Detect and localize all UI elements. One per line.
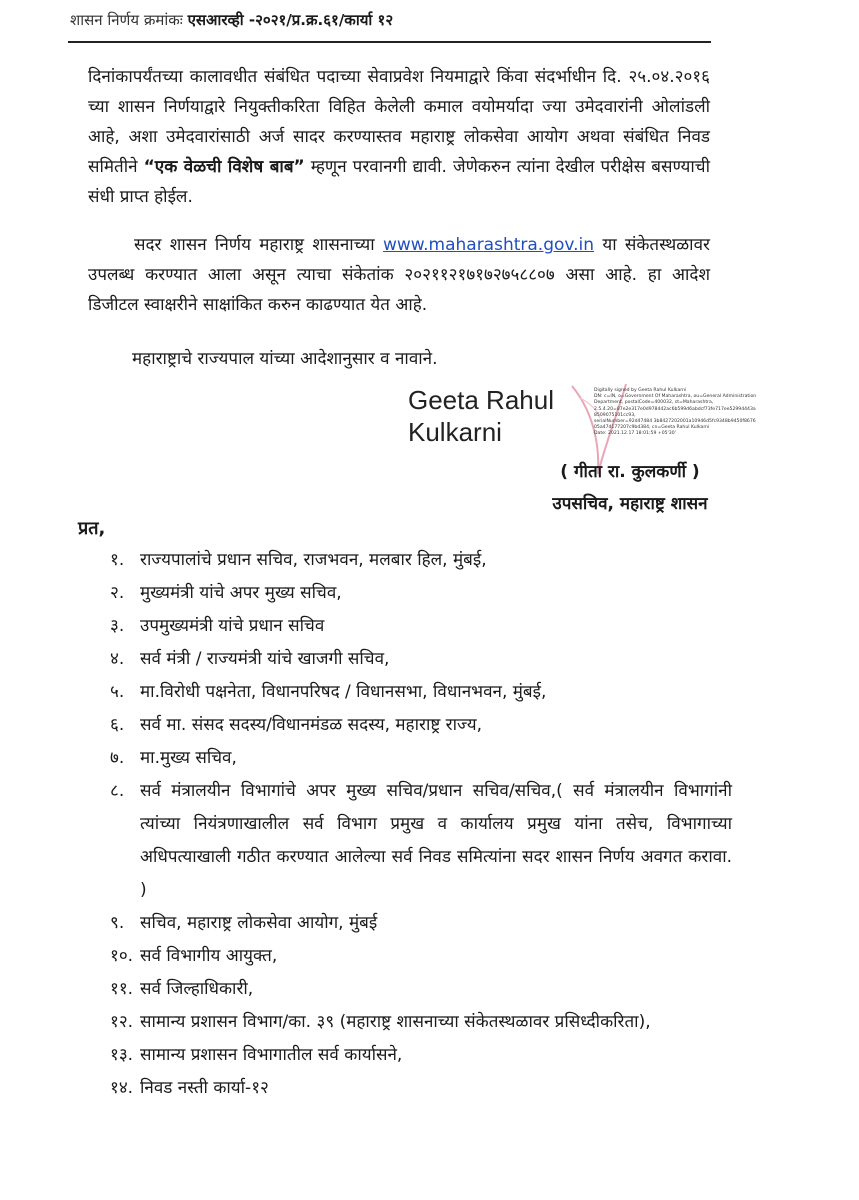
list-item-text: मा.विरोधी पक्षनेता, विधानपरिषद / विधानसभा, विधानभवन, मुंबई, xyxy=(140,682,547,702)
paragraph1-text-before: दिनांकापर्यंतच्या कालावधीत संबंधित पदाच्या सेवाप्रवेश नियमाद्वारे किंवा संदर्भाधीन दि. २५.०४.२०१६ च्या शासन निर्णयाद्वारे नियुक्तीकरिता विहित केलेली कमाल वयोमर्यादा ज्या उमेदवारांनी ओलांडली आहे, अशा उमेदवारांसाठी अर्ज सादर करण्यास्तव महाराष्ट्र लोकसेवा आयोग अथवा संबंधित निवड समितीने xyxy=(88,67,710,177)
list-item-text: मुख्यमंत्री यांचे अपर मुख्य सचिव, xyxy=(140,583,342,603)
website-link[interactable]: www.maharashtra.gov.in xyxy=(382,235,595,255)
list-item xyxy=(110,940,732,973)
list-item xyxy=(110,610,732,643)
list-item-text: सर्व मा. संसद सदस्य/विधानमंडळ सदस्य, महाराष्ट्र राज्य, xyxy=(140,715,483,735)
list-item-text: सर्व विभागीय आयुक्त, xyxy=(140,946,278,966)
paragraph1-emphasis: “एक वेळची विशेष बाब” xyxy=(143,157,305,177)
list-item xyxy=(110,643,732,676)
list-item xyxy=(110,544,732,577)
list-item xyxy=(110,742,732,775)
sig-detail-line: 05a47d177207c9bd384, cn=Geeta Rahul Kulkarni xyxy=(594,425,710,431)
list-item xyxy=(110,676,732,709)
list-item-number: ६. xyxy=(110,715,125,735)
list-item xyxy=(110,1039,732,1072)
list-item xyxy=(110,907,732,940)
list-item xyxy=(110,973,732,1006)
sig-detail-line: serialNumber=92d47484 3b8427202001a10946d5fc9348b9450f8676 xyxy=(594,419,756,425)
distribution-heading: प्रत, xyxy=(78,518,106,539)
signatory-block xyxy=(530,456,730,520)
sig-detail-line: DN: c=IN, o=Government Of Maharashtra, ou=General Administration xyxy=(594,394,757,400)
list-item-text: सचिव, महाराष्ट्र लोकसेवा आयोग, मुंबई xyxy=(140,913,378,933)
sig-detail-line: Date: 2021.12.17 18:01:59 +05'30' xyxy=(594,431,676,437)
list-item-text: सर्व जिल्हाधिकारी, xyxy=(140,979,254,999)
list-item-number: ५. xyxy=(110,682,125,702)
distribution-list xyxy=(110,544,732,1105)
list-item-text: उपमुख्यमंत्री यांचे प्रधान सचिव xyxy=(140,616,325,636)
list-item xyxy=(110,1072,732,1105)
list-item xyxy=(110,577,732,610)
list-item-text: सर्व मंत्री / राज्यमंत्री यांचे खाजगी सचिव, xyxy=(140,649,390,669)
list-item-text: राज्यपालांचे प्रधान सचिव, राजभवन, मलबार हिल, मुंबई, xyxy=(140,550,487,570)
list-item-text: सर्व मंत्रालयीन विभागांचे अपर मुख्य सचिव/प्रधान सचिव/सचिव,( सर्व मंत्रालयीन विभागांनी त्यांच्या नियंत्रणाखालील सर्व विभाग प्रमुख व कार्यालय प्रमुख यांना तसेच, विभागाच्या अधिपत्याखाली गठीत करण्यात आलेल्या सर्व निवड समित्यांना सदर शासन निर्णय अवगत करावा. ) xyxy=(140,781,732,900)
list-item-number: ४. xyxy=(110,649,125,669)
paragraph-governor-order: महाराष्ट्राचे राज्यपाल यांच्या आदेशानुसार व नावाने. xyxy=(132,349,438,369)
list-item-text: सामान्य प्रशासन विभाग/का. ३९ (महाराष्ट्र शासनाच्या संकेतस्थळावर प्रसिध्दीकरिता), xyxy=(140,1012,651,1032)
header-label: शासन निर्णय क्रमांकः xyxy=(70,11,183,29)
paragraph2-text-before: सदर शासन निर्णय महाराष्ट्र शासनाच्या xyxy=(134,235,383,255)
list-item xyxy=(110,1006,732,1039)
sig-detail-line: Digitally signed by Geeta Rahul Kulkarni xyxy=(594,388,687,393)
list-item-number: ११. xyxy=(110,979,134,999)
sig-detail-line: 2.5.4.20=87e2e317e0d978442ac6b599d6abdcf73fe717ee52994443a xyxy=(594,406,756,412)
list-item-number: १०. xyxy=(110,946,134,966)
header-reference-number: एसआरव्ही -२०२१/प्र.क्र.६१/कार्या १२ xyxy=(187,11,394,29)
list-item xyxy=(110,775,732,907)
list-item-number: ९. xyxy=(110,913,125,933)
list-item-number: ७. xyxy=(110,748,125,768)
list-item-number: २. xyxy=(110,583,125,603)
list-item-text: निवड नस्ती कार्या-१२ xyxy=(140,1078,269,1098)
paragraph-publication xyxy=(88,230,710,320)
digital-signature-name xyxy=(408,384,558,448)
signatory-name: ( गीता रा. कुलकर्णी ) xyxy=(560,462,700,482)
signature-first-name: Geeta Rahul xyxy=(408,385,554,415)
list-item xyxy=(110,709,732,742)
list-item-text: मा.मुख्य सचिव, xyxy=(140,748,237,768)
document-header xyxy=(70,10,710,30)
list-item-number: १२. xyxy=(110,1012,134,1032)
signatory-designation: उपसचिव, महाराष्ट्र शासन xyxy=(552,494,708,514)
paragraph-age-relaxation xyxy=(88,62,710,212)
paragraph1-text-after: म्हणून परवानगी द्यावी. जेणेकरुन त्यांना देखील परीक्षेस बसण्याची संधी प्राप्त होईल. xyxy=(88,157,710,207)
list-item-number: ८. xyxy=(110,781,125,801)
sig-detail-line: 8509075101cc93, xyxy=(594,412,636,418)
sig-detail-line: Department, postalCode=400032, st=Maharashtra, xyxy=(594,400,714,406)
list-item-text: सामान्य प्रशासन विभागातील सर्व कार्यासने, xyxy=(140,1045,403,1065)
list-item-number: ३. xyxy=(110,616,125,636)
signature-last-name: Kulkarni xyxy=(408,417,502,447)
list-item-number: १४. xyxy=(110,1078,134,1098)
list-item-number: १. xyxy=(110,550,125,570)
list-item-number: १३. xyxy=(110,1045,134,1065)
header-divider xyxy=(68,41,711,43)
digital-signature-details xyxy=(594,388,794,438)
paragraph2-text-after: या संकेतस्थळावर उपलब्ध करण्यात आला असून त्याचा संकेतांक २०२११२१७१७२७५८८०७ असा आहे. हा आदेश डिजीटल स्वाक्षरीने साक्षांकित करुन काढण्यात येत आहे. xyxy=(88,235,710,315)
